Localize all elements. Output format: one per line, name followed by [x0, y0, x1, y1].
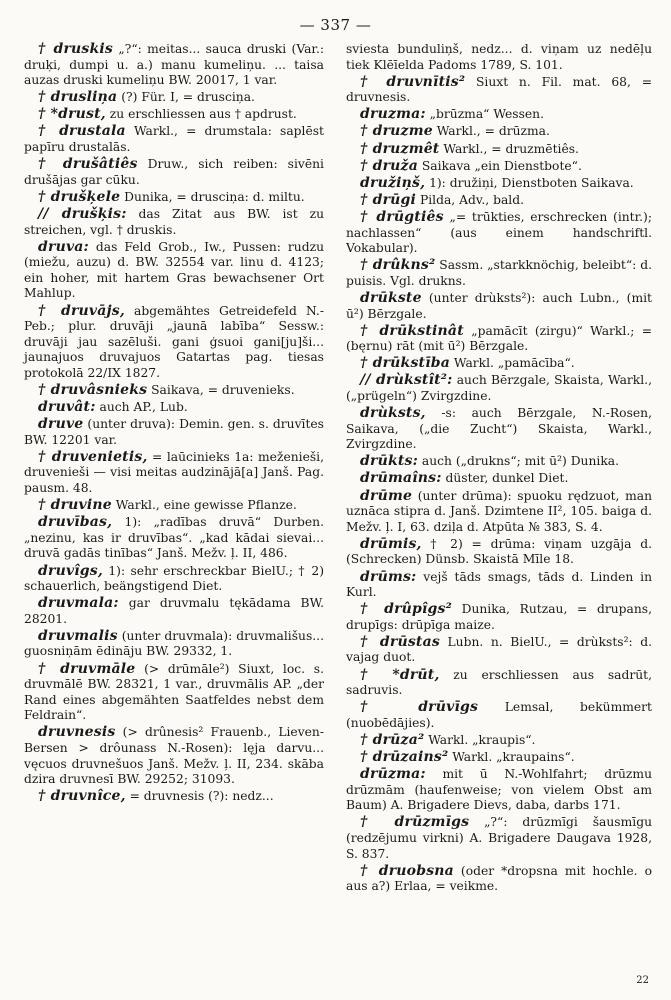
- entry-text: „brūzma“ Wessen.: [425, 107, 545, 122]
- entry-headword: † *drust,: [38, 106, 106, 123]
- dictionary-entry: [346, 815, 652, 862]
- entry-headword: † drûkns²: [360, 257, 436, 274]
- entry-text: auch Bērzgale, Skaista, Warkl., („prügeln“) Zvirgzdine.: [346, 373, 652, 403]
- dictionary-entry: [346, 373, 652, 404]
- dictionary-entry: [346, 291, 652, 322]
- entry-headword: † druvnītis²: [360, 73, 466, 90]
- entry-text: Lubn. n. BielU., = drùksts²: d. vajag duot.: [346, 634, 652, 665]
- entry-text: Warkl. „pamācība“.: [449, 356, 575, 371]
- entry-headword: drūkste: [360, 289, 422, 306]
- dictionary-entry: [24, 450, 324, 497]
- entry-headword: † druskis: [38, 41, 114, 57]
- entry-text: = druvnesis (?): nedz...: [125, 789, 274, 804]
- right-column: [346, 42, 652, 896]
- entry-headword: † drūvīgs: [360, 699, 479, 716]
- dictionary-entry: [346, 124, 652, 140]
- entry-headword: // drušķis:: [38, 205, 127, 222]
- entry-text: Warkl. „kraupis“.: [424, 732, 536, 747]
- entry-headword: druvmalis: [38, 627, 118, 644]
- entry-text: Warkl., eine gewisse Pflanze.: [111, 498, 297, 513]
- dictionary-entry: [346, 356, 652, 372]
- entry-headword: † drūkstība: [360, 355, 450, 372]
- entry-headword: † drūstas: [360, 633, 440, 650]
- dictionary-entry: [24, 662, 324, 724]
- entry-text: Warkl., = drūzma.: [432, 124, 550, 139]
- dictionary-entry: [346, 668, 652, 699]
- entry-text: 1): sehr erschreckbar BielU.; † 2) schauerlich, beängstigend Diet.: [24, 563, 324, 594]
- entry-headword: † drustala: [38, 123, 126, 140]
- entry-headword: drùksts,: [360, 405, 426, 422]
- entry-text: das Zitat aus BW. ist zu streichen, vgl. † druskis.: [24, 206, 324, 237]
- dictionary-entry: [346, 176, 652, 192]
- dictionary-entry: [346, 142, 652, 158]
- entry-headword: // drùkstît²:: [360, 372, 453, 389]
- entry-headword: † druvnîce,: [38, 788, 126, 805]
- dictionary-entry: [346, 635, 652, 666]
- entry-text: das Feld Grob., Iw., Pussen: rudzu (miežu, auzu) d. BW. 32554 var. linu d. 4123; ein hoher, mit hartem Gras bewachsener Ort Mahlup.: [24, 239, 324, 301]
- entry-headword: † drušķele: [38, 188, 121, 205]
- entry-headword: † druvenietis,: [38, 448, 148, 465]
- entry-text: 1): „radības druvā“ Durben. „nezinu, kas ir druvības“. „kad kādai sievai... druvā gadās tinības“ Janš. Mežv. ļ. II, 486.: [24, 515, 324, 561]
- entry-text: auch („drukns“; mit ū²) Dunika.: [417, 454, 620, 469]
- entry-text: „pamācīt (zirgu)“ Warkl.; = (bęrnu) rāt (mit ū²) Bērzgale.: [346, 323, 652, 354]
- dictionary-entry: [346, 733, 652, 749]
- entry-headword: drūmis,: [360, 535, 422, 552]
- dictionary-entry: [346, 454, 652, 470]
- dictionary-entry: [346, 864, 652, 895]
- dictionary-entry: [24, 498, 324, 514]
- entry-headword: drūme: [360, 487, 413, 504]
- entry-headword: † drūkstinât: [360, 322, 464, 339]
- entry-text: Warkl., = drumstala: saplēst papīru drustalās.: [24, 124, 324, 155]
- entry-text: (unter drūma): spuoku rędzuot, man uznāca stipra d. Janš. Dzimtene II², 105. baiga d. Mežv. ļ. I, 63. dziļa d. Atpūta № 383, S. 4.: [346, 488, 652, 534]
- dictionary-entry: [24, 515, 324, 562]
- dictionary-entry: [346, 193, 652, 209]
- entry-text: (unter drùksts²): auch Lubn., (mit ū²) Bērzgale.: [346, 290, 652, 321]
- dictionary-entry: [24, 240, 324, 302]
- entry-headword: † druvâsnieks: [38, 381, 148, 398]
- dictionary-entry: [346, 570, 652, 601]
- entry-text: (?) Für. I, = drusciņa.: [117, 90, 255, 105]
- page-number: — 337 —: [299, 16, 372, 34]
- entry-headword: † drusliņa: [38, 89, 118, 106]
- dictionary-entry: [24, 596, 324, 627]
- dictionary-entry: [346, 471, 652, 487]
- dictionary-entry: [24, 107, 324, 123]
- dictionary-entry: [24, 304, 324, 382]
- entry-text: Warkl., = druzmētiês.: [439, 141, 579, 156]
- entry-text: Pilda, Adv., bald.: [416, 192, 524, 207]
- entry-headword: druva:: [38, 238, 89, 255]
- entry-text: (unter druva): Demin. gen. s. druvītes BW. 12201 var.: [24, 417, 324, 447]
- dictionary-entry: [24, 725, 324, 787]
- entry-text: = laūcinieks 1a: meženieši, druvenieši — visi meitas audzinājā[a] Janš. Pag. pausm. 48.: [24, 449, 324, 496]
- entry-text: (> drûnesis² Frauenb., Lieven-Bersen > drôunass N.-Rosen): lęja darvu... vęcuos druvnešuos Janš. Mežv. ļ. II, 234. skāba dzira druvnesī BW. 29252; 31093.: [24, 725, 324, 787]
- dictionary-entry: [24, 157, 324, 188]
- entry-headword: † druzmêt: [360, 140, 440, 157]
- entry-headword: † druvājs,: [38, 302, 125, 319]
- entry-headword: druzma:: [360, 106, 426, 123]
- dictionary-entry: [346, 159, 652, 175]
- entry-text: „= trūkties, erschrecken (intr.); nachlassen“ (aus einem handschriftl. Vokabular).: [346, 209, 652, 256]
- entry-headword: † drūzmīgs: [360, 814, 470, 831]
- dictionary-entry: [346, 406, 652, 453]
- entry-headword: drūkts:: [360, 453, 418, 470]
- entry-headword: drūzma:: [360, 766, 426, 783]
- entry-headword: † druvmāle: [38, 660, 136, 677]
- entry-headword: † drušâtiês: [38, 156, 138, 173]
- entry-headword: † drūgtiês: [360, 208, 444, 225]
- dictionary-entry: [346, 750, 652, 766]
- dictionary-entry: [346, 602, 652, 633]
- entry-headword: druvmala:: [38, 595, 119, 612]
- dictionary-entry: [24, 207, 324, 238]
- dictionary-entry: [346, 75, 652, 106]
- dictionary-entry: [346, 489, 652, 536]
- dictionary-entry: [24, 190, 324, 206]
- entry-headword: † *drūt,: [360, 666, 440, 683]
- dictionary-entry: [24, 42, 324, 89]
- entry-headword: druvības,: [38, 514, 113, 531]
- entry-text: Sassm. „starkknöchig, beleibt“: d. puisis. Vgl. drukns.: [346, 258, 652, 288]
- entry-headword: † drûpîgs²: [360, 601, 452, 618]
- entry-headword: druve: [38, 416, 84, 433]
- entry-headword: družiņš,: [360, 174, 426, 191]
- entry-text: Saikava „ein Dienstbote“.: [417, 158, 582, 173]
- footer-number: 22: [636, 975, 649, 986]
- dictionary-entry: [346, 767, 652, 814]
- dictionary-entry: [24, 400, 324, 416]
- entry-text: -s: auch Bērzgale, N.-Rosen, Saikava, („die Zucht“) Skaista, Warkl., Zvirgzdine.: [346, 406, 652, 452]
- dictionary-entry: [24, 417, 324, 448]
- entry-text: gar druvmalu tękādama BW. 28201.: [24, 596, 324, 626]
- entry-text: Lemsal, bekümmert (nuobēdājies).: [346, 700, 652, 730]
- entry-text: Saikava, = druvenieks.: [147, 382, 295, 397]
- entry-text: Druw., sich reiben: sivēni drušājas gar cūku.: [24, 157, 324, 187]
- entry-text: (> drūmāle²) Siuxt, loc. s. druvmālē BW. 28321, 1 var., druvmālis AP. „der Rand eines abgemähten Saatfeldes nebst dem Feldrain“.: [24, 661, 324, 723]
- entry-text: zu erschliessen aus † apdrust.: [105, 107, 297, 122]
- dictionary-entry: [346, 537, 652, 568]
- left-column: [24, 42, 324, 806]
- entry-text: vejš tāds smags, tāds d. Linden in Kurl.: [346, 569, 652, 600]
- entry-headword: druvîgs,: [38, 562, 103, 579]
- entry-headword: drūmaîns:: [360, 470, 442, 487]
- entry-text: „?“: meitas... sauca druski (Var.: druķi, dumpi u. a.) manu kumeliņu. ... taisa auzas druski kumeliņu BW. 20017, 1 var.: [24, 42, 324, 88]
- entry-text: auch AP., Lub.: [95, 400, 188, 415]
- entry-headword: drūms:: [360, 568, 417, 585]
- entry-headword: † druobsna: [360, 862, 454, 879]
- dictionary-entry: [346, 42, 652, 73]
- entry-headword: † drūzains²: [360, 749, 449, 766]
- entry-headword: † druvine: [38, 497, 112, 514]
- dictionary-entry: [24, 383, 324, 399]
- entry-text: (oder *dropsna mit hochle. o aus a?) Erlaa, = veikme.: [346, 863, 652, 894]
- entry-text: sviesta bunduliņš, nedz... d. viņam uz nedēļu tiek Klēīelda Padoms 1789, S. 101.: [346, 42, 652, 72]
- entry-headword: druvnesis: [38, 724, 116, 741]
- entry-text: „?“: drūzmīgi šausmīgu (redzējumu virkni) A. Brigadere Daugava 1928, S. 837.: [346, 815, 652, 861]
- dictionary-entry: [346, 210, 652, 257]
- entry-text: düster, dunkel Diet.: [441, 471, 569, 486]
- dictionary-entry: [24, 124, 324, 155]
- entry-text: mit ū N.-Wohlfahrt; drūzmu drūzmām (haufenweise; von vielem Obst am Baum) A. Brigadere Dievs, daba, darbs 171.: [346, 767, 652, 813]
- entry-text: Siuxt n. Fil. mat. 68, = druvnesis.: [346, 74, 652, 105]
- dictionary-entry: [24, 564, 324, 595]
- entry-text: zu erschliessen aus sadrūt, sadruvis.: [346, 667, 652, 698]
- dictionary-entry: [346, 107, 652, 123]
- entry-text: † 2) = drūma: viņam uzgāja d. (Schrecken) Dünsb. Skaistā Mīle 18.: [346, 536, 652, 567]
- entry-headword: druvât:: [38, 399, 96, 416]
- entry-text: 1): družiņi, Dienstboten Saikava.: [425, 175, 634, 190]
- dictionary-entry: [346, 258, 652, 289]
- dictionary-entry: [346, 324, 652, 355]
- entry-text: (unter druvmala): druvmališus... guosniņām ēdināju BW. 29332, 1.: [24, 628, 324, 659]
- dictionary-entry: [24, 789, 324, 805]
- entry-headword: † drūza²: [360, 731, 425, 748]
- entry-headword: † druzme: [360, 123, 433, 140]
- dictionary-entry: [24, 629, 324, 660]
- dictionary-entry: [24, 90, 324, 106]
- entry-text: abgemähtes Getreidefeld N.-Peb.; plur. druvāji „jaunā labība“ Sessw.: druvāji jau sazēluši. gani ģsuoi gani[ju]ši... jaunajuos druvajuos Gatartas pag. tiesas protokolā 22/IX 1827.: [24, 303, 324, 380]
- entry-text: Dunika, = drusciņa: d. miltu.: [120, 189, 305, 204]
- entry-text: Dunika, Rutzau, = drupans, drupīgs: drūpīga maize.: [346, 602, 652, 632]
- entry-text: Warkl. „kraupains“.: [448, 750, 575, 765]
- entry-headword: † drūgi: [360, 191, 417, 208]
- dictionary-entry: [346, 700, 652, 731]
- entry-headword: † druža: [360, 157, 418, 174]
